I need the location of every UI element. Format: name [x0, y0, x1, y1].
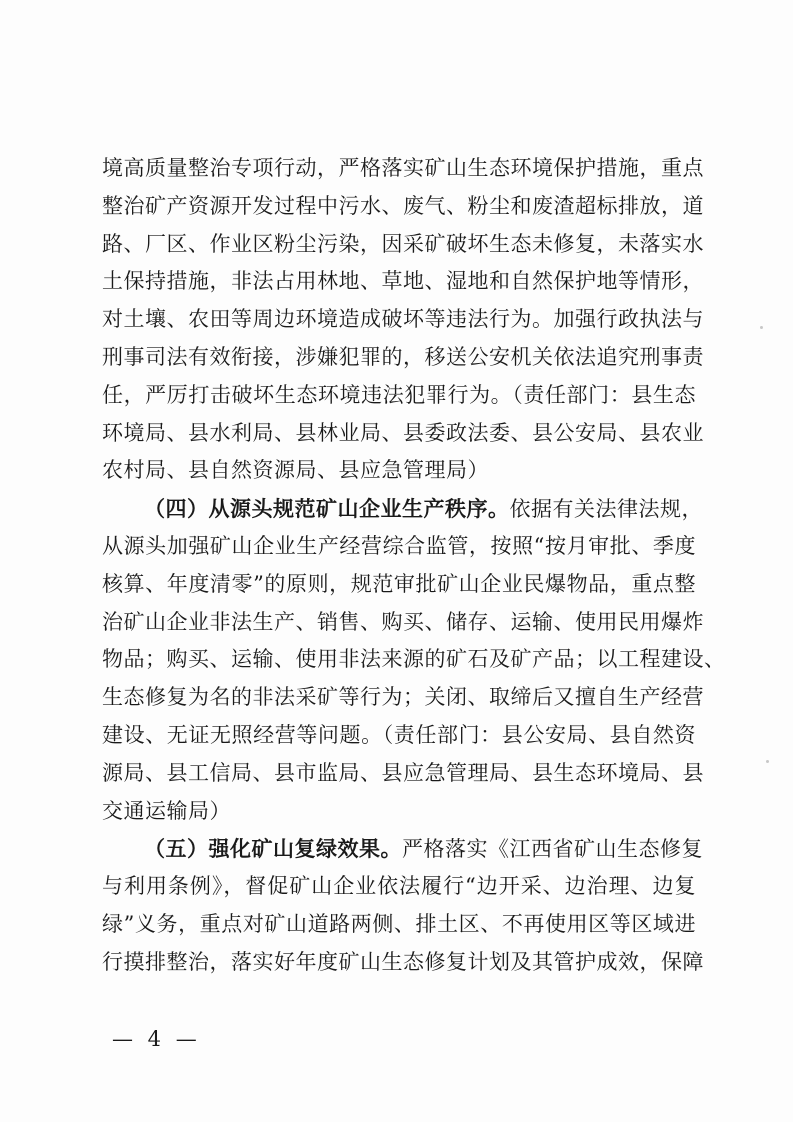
paragraph-line: 土保持措施，非法占用林地、草地、湿地和自然保护地等情形，	[102, 269, 704, 294]
section-heading: （五）强化矿山复绿效果。	[144, 836, 402, 862]
paragraph-text: 严格落实《江西省矿山生态修复	[402, 837, 703, 862]
paragraph-line: 农村局、县自然资源局、县应急管理局）	[102, 458, 489, 483]
paragraph-line: 核算、年度清零”的原则，规范审批矿山企业民爆物品，重点整	[102, 571, 696, 596]
paragraph-line: 环境局、县水利局、县林业局、县委政法委、县公安局、县农业	[102, 420, 704, 445]
paragraph-line: 交通运输局）	[102, 798, 231, 823]
paragraph-line: 行摸排整治，落实好年度矿山生态修复计划及其管护成效，保障	[102, 949, 704, 974]
section-heading-line	[102, 830, 703, 868]
paragraph-line: 源局、县工信局、县市监局、县应急管理局、县生态环境局、县	[102, 760, 704, 785]
paragraph-line: 物品；购买、运输、使用非法来源的矿石及矿产品；以工程建设、	[102, 647, 726, 672]
section-heading: （四）从源头规范矿山企业生产秩序。	[144, 496, 510, 522]
paragraph-line: 生态修复为名的非法采矿等行为；关闭、取缔后又擅自生产经营	[102, 685, 704, 710]
section-heading-line	[102, 490, 703, 528]
paragraph-line: 从源头加强矿山企业生产经营综合监管，按照“按月审批、季度	[102, 533, 696, 558]
paragraph-line: 整治矿产资源开发过程中污水、废气、粉尘和废渣超标排放，道	[102, 193, 704, 218]
paragraph-line: 治矿山企业非法生产、销售、购买、储存、运输、使用民用爆炸	[102, 609, 704, 634]
scan-speck	[766, 760, 769, 763]
page-number: — 4 —	[112, 1027, 201, 1051]
paragraph-line: 建设、无证无照经营等问题。（责任部门：县公安局、县自然资	[102, 722, 696, 747]
paragraph-line: 绿”义务，重点对矿山道路两侧、排土区、不再使用区等区域进	[102, 911, 696, 936]
paragraph-line: 任，严厉打击破坏生态环境违法犯罪行为。（责任部门：县生态	[102, 382, 696, 407]
paragraph-line: 境高质量整治专项行动，严格落实矿山生态环境保护措施，重点	[102, 156, 704, 180]
paragraph-line: 路、厂区、作业区粉尘污染，因采矿破坏生态未修复，未落实水	[102, 231, 704, 256]
paragraph-line: 刑事司法有效衔接，涉嫌犯罪的，移送公安机关依法追究刑事责	[102, 344, 704, 369]
paragraph-text: 依据有关法律法规，	[509, 497, 703, 522]
scan-speck	[760, 326, 763, 329]
paragraph-line: 与利用条例》，督促矿山企业依法履行“边开采、边治理、边复	[102, 874, 696, 899]
paragraph-line: 对土壤、农田等周边环境造成破坏等违法行为。加强行政执法与	[102, 307, 704, 332]
body-text	[102, 150, 726, 982]
